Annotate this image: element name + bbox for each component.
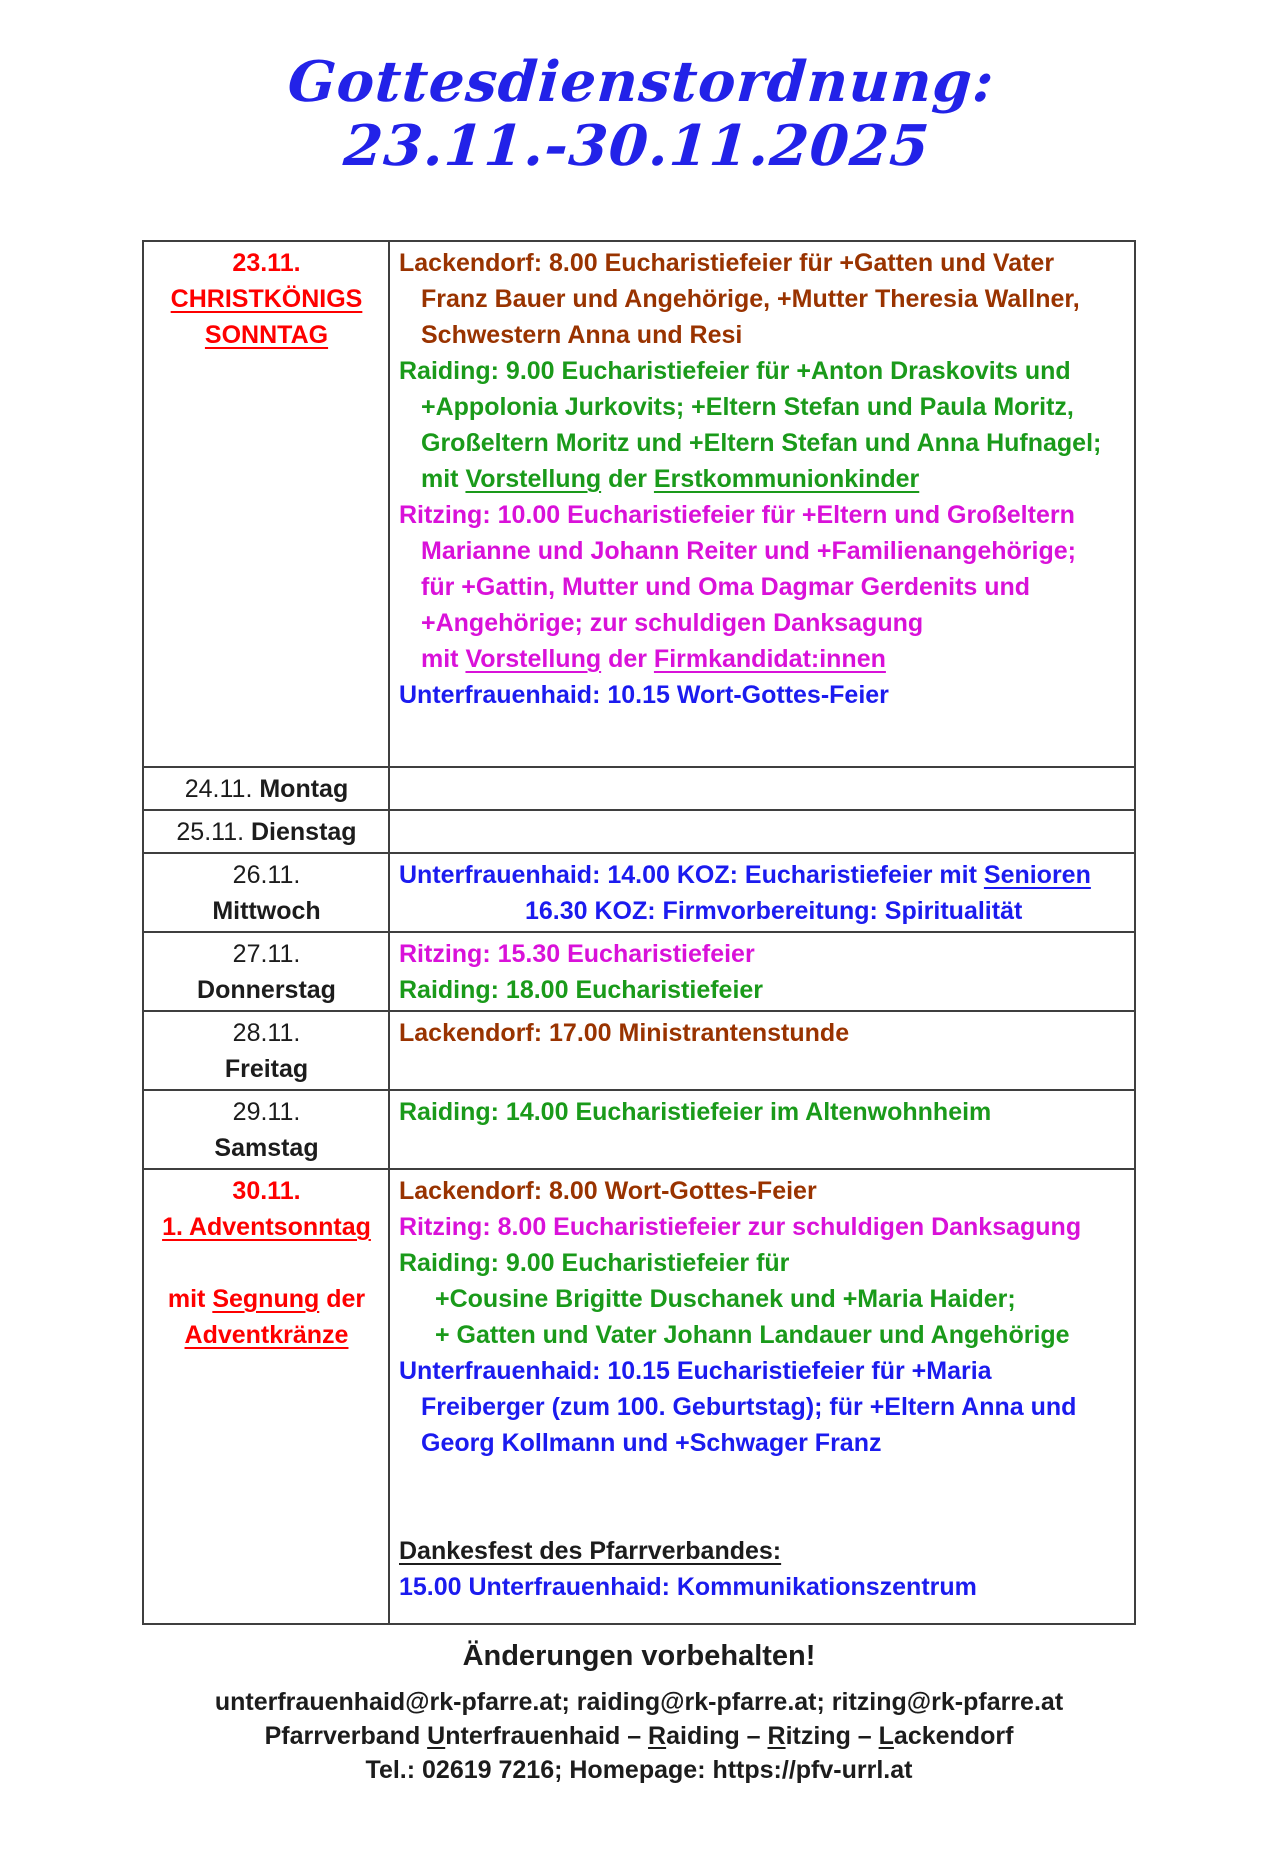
services-cell [390,933,1134,1010]
text-segment: Ritzing: 8.00 Eucharistiefeier zur schuldigen Danksagung [399,1213,1082,1241]
text-segment: Ritzing: 15.30 Eucharistiefeier [399,940,755,968]
schedule-row-29-11 [144,1091,1134,1170]
day-label-line [153,936,380,972]
day-label-line [153,1015,380,1051]
text-segment: Senioren [983,861,1091,889]
day-cell [144,1012,390,1089]
schedule-row-23-11 [144,242,1134,768]
service-line [399,245,1126,281]
service-line [399,893,1126,929]
services-cell [390,1091,1134,1168]
text-segment: +Cousine Brigitte Duschanek und +Maria Haider; [435,1285,1016,1313]
text-segment: 16.30 KOZ: Firmvorbereitung: Spiritualität [525,897,1023,925]
text-segment: Erstkommunionkinder [653,465,920,493]
text-segment: 24.11. [184,775,260,803]
text-segment: für +Gattin, Mutter und Oma Dagmar Gerdenits und [421,573,1031,601]
text-segment: L [878,1722,894,1750]
blank-line [399,1497,1126,1533]
text-segment: CHRISTKÖNIGS [170,285,363,313]
day-label-line [153,317,380,353]
page-title: Gottesdienstordnung: 23.11.-30.11.2025 [285,49,997,179]
pfarrverband-line [0,1719,1278,1753]
services-cell [390,242,1134,766]
text-segment: +Angehörige; zur schuldigen Danksagung [421,609,924,637]
day-label-line [153,245,380,281]
day-cell [144,768,390,809]
text-segment: 1. Adventsonntag [162,1213,371,1241]
service-line [399,1389,1126,1425]
text-segment: 15.00 Unterfrauenhaid: Kommunikationszentrum [399,1573,977,1601]
service-line [399,1353,1126,1389]
text-segment: der [601,465,654,493]
service-line [399,353,1126,389]
text-segment: 26.11. [232,861,301,889]
service-line [399,936,1126,972]
services-cell [390,854,1134,931]
service-line [399,641,1126,677]
day-cell [144,242,390,766]
text-segment: nterfrauenhaid – [445,1722,649,1750]
day-label-line [153,1317,380,1353]
text-segment: mit [167,1285,213,1313]
text-segment: Lackendorf: 17.00 Ministrantenstunde [399,1019,850,1047]
changes-reserved-note: Änderungen vorbehalten! [462,1640,816,1672]
service-line [399,1533,1126,1569]
text-segment: Freitag [224,1055,309,1083]
text-segment: aiding – [666,1722,768,1750]
day-label-line [153,1281,380,1317]
day-label-line [153,771,380,807]
service-line [399,1425,1126,1461]
service-line [399,1015,1126,1051]
service-line [399,1317,1126,1353]
services-cell [390,768,1134,809]
service-line [399,972,1126,1008]
text-segment: Dankesfest des Pfarrverbandes: [399,1537,782,1565]
blank-line [399,1461,1126,1497]
text-segment: itzing – [785,1722,879,1750]
text-segment: ackendorf [893,1722,1014,1750]
text-segment: Lackendorf: 8.00 Eucharistiefeier für +Gatten und Vater [399,249,1055,277]
text-segment: Franz Bauer und Angehörige, +Mutter Theresia Wallner, [421,285,1080,313]
services-cell [390,1170,1134,1623]
text-segment: 30.11. [232,1177,301,1205]
text-segment: Vorstellung [465,465,602,493]
text-segment: der [319,1285,366,1313]
tel-homepage-line: Tel.: 02619 7216; Homepage: https://pfv-urrl.at [365,1756,913,1784]
contact-block [0,1685,1278,1787]
text-segment: Ritzing: 10.00 Eucharistiefeier für +Eltern und Großeltern [399,501,1075,529]
day-label-line [153,814,380,850]
schedule-row-28-11 [144,1012,1134,1091]
text-segment: U [427,1722,446,1750]
text-segment: Firmkandidat:innen [653,645,886,673]
text-segment: R [767,1722,786,1750]
text-segment: Schwestern Anna und Resi [421,321,743,349]
text-segment: Georg Kollmann und +Schwager Franz [421,1429,882,1457]
text-segment: der [601,645,654,673]
service-line [399,317,1126,353]
text-segment: + Gatten und Vater Johann Landauer und Angehörige [435,1321,1070,1349]
service-line [399,461,1126,497]
service-line [399,1245,1126,1281]
service-line [399,677,1126,713]
text-segment: Raiding: 18.00 Eucharistiefeier [399,976,764,1004]
day-cell [144,854,390,931]
service-line [399,497,1126,533]
services-cell [390,811,1134,852]
text-segment: Mittwoch [212,897,321,925]
text-segment: 25.11. [176,818,251,846]
text-segment: Raiding: 14.00 Eucharistiefeier im Altenwohnheim [399,1098,992,1126]
day-cell [144,933,390,1010]
text-segment: Freiberger (zum 100. Geburtstag); für +Eltern Anna und [421,1393,1077,1421]
service-line [399,1173,1126,1209]
text-segment: 29.11. [232,1098,301,1126]
day-label-line [153,1130,380,1166]
text-segment: Unterfrauenhaid: 10.15 Eucharistiefeier für +Maria [399,1357,992,1385]
day-cell [144,811,390,852]
day-label-line [153,857,380,893]
text-segment: Großeltern Moritz und +Eltern Stefan und Anna Hufnagel; [421,429,1102,457]
service-line [399,569,1126,605]
text-segment: Montag [259,775,349,803]
text-segment: Segnung [212,1285,320,1313]
footer [0,1639,1278,1787]
blank-line [153,1245,380,1281]
schedule-row-26-11 [144,854,1134,933]
text-segment: Samstag [214,1134,319,1162]
service-line [399,1209,1126,1245]
text-segment: +Appolonia Jurkovits; +Eltern Stefan und Paula Moritz, [421,393,1074,421]
service-line [399,605,1126,641]
text-segment: mit [421,465,466,493]
service-line [399,1569,1126,1605]
day-label-line [153,1051,380,1087]
service-line [399,1281,1126,1317]
text-segment: Raiding: 9.00 Eucharistiefeier für [399,1249,790,1277]
service-line [399,281,1126,317]
service-line [399,533,1126,569]
schedule-row-27-11 [144,933,1134,1012]
text-segment: Dienstag [251,818,357,846]
service-line [399,389,1126,425]
text-segment: Pfarrverband [264,1722,428,1750]
day-label-line [153,972,380,1008]
services-cell [390,1012,1134,1089]
schedule-row-30-11 [144,1170,1134,1623]
day-label-line [153,281,380,317]
text-segment: Adventkränze [184,1321,349,1349]
text-segment: Donnerstag [197,976,336,1004]
text-segment: Vorstellung [465,645,602,673]
day-cell [144,1170,390,1623]
text-segment: 28.11. [232,1019,301,1047]
text-segment: Raiding: 9.00 Eucharistiefeier für +Anton Draskovits und [399,357,1071,385]
text-segment: Unterfrauenhaid: 10.15 Wort-Gottes-Feier [399,681,889,709]
day-label-line [153,1209,380,1245]
text-segment: Lackendorf: 8.00 Wort-Gottes-Feier [399,1177,817,1205]
day-cell [144,1091,390,1168]
day-label-line [153,1094,380,1130]
schedule-table [142,240,1136,1625]
text-segment: Unterfrauenhaid: 14.00 KOZ: Eucharistiefeier mit [399,861,984,889]
text-segment: Marianne und Johann Reiter und +Familienangehörige; [421,537,1076,565]
service-line [399,857,1126,893]
schedule-row-24-11 [144,768,1134,811]
day-label-line [153,893,380,929]
schedule-row-25-11 [144,811,1134,854]
service-line [399,1094,1126,1130]
document-page [0,50,1278,1856]
service-line [399,425,1126,461]
text-segment: mit [421,645,466,673]
text-segment: 27.11. [232,940,301,968]
text-segment: 23.11. [232,249,301,277]
text-segment: SONNTAG [204,321,329,349]
email-line: unterfrauenhaid@rk-pfarre.at; raiding@rk-pfarre.at; ritzing@rk-pfarre.at [214,1688,1064,1716]
text-segment: R [648,1722,667,1750]
day-label-line [153,1173,380,1209]
